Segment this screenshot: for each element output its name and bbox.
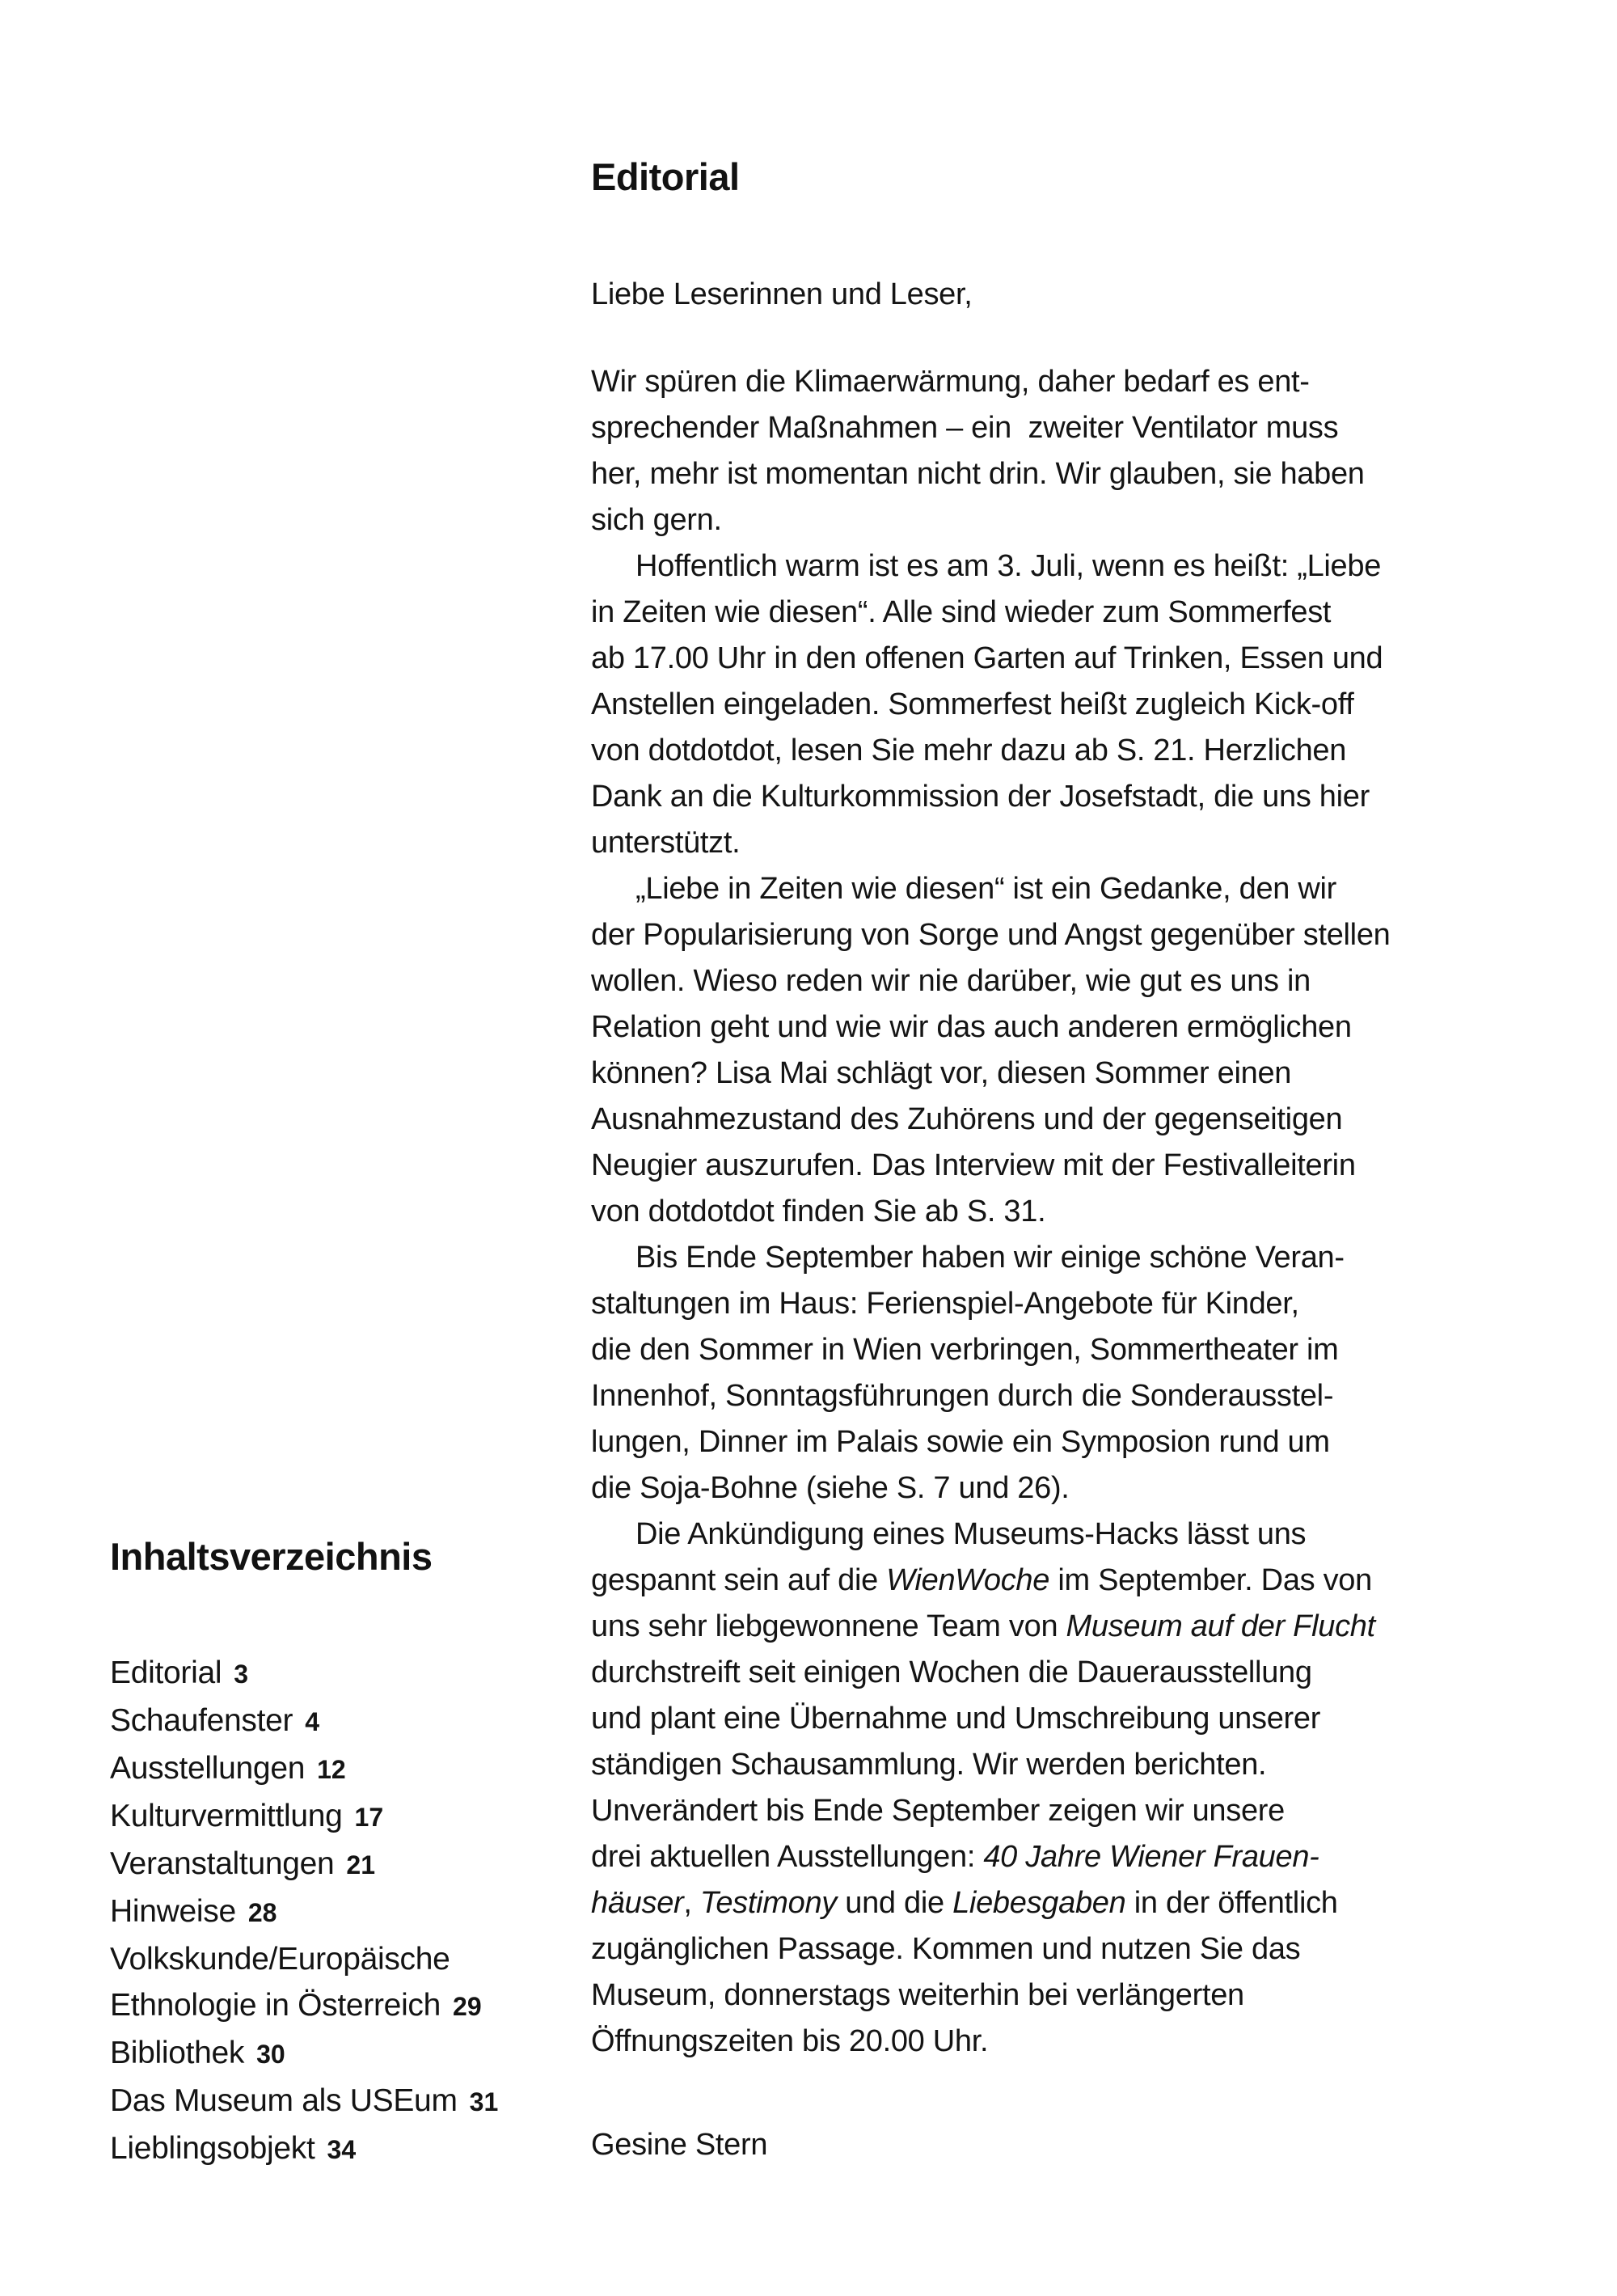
toc-page-number: 17 [354,1803,384,1832]
toc-item-label: Kulturvermittlung 17 [110,1799,384,1833]
body-line: von dotdotdot, lesen Sie mehr dazu ab S. 21. Herzlichen [591,734,1347,767]
body-line: Wir spüren die Klimaerwärmung, daher bedarf es ent- [591,365,1310,399]
paragraph [591,543,1602,866]
body-line: staltungen im Haus: Ferienspiel-Angebote für Kinder, [591,1287,1299,1321]
editorial-heading: Editorial [591,155,740,198]
body-line: Neugier auszurufen. Das Interview mit der Festivalleiterin [591,1148,1356,1182]
toc-item-label: Ethnologie in Österreich 29 [110,1988,482,2023]
body-line: und plant eine Übernahme und Umschreibung unserer [591,1702,1321,1736]
toc-item [110,1698,579,1745]
toc-item-label: Lieblingsobjekt 34 [110,2131,357,2166]
toc-page-number: 29 [453,1992,482,2021]
toc-item-label: Bibliothek 30 [110,2036,285,2070]
toc-item-label: Editorial 3 [110,1655,248,1690]
toc-page-number: 3 [234,1660,248,1689]
paragraph [591,1235,1602,1512]
toc-item [110,2078,579,2125]
body-line: Ausnahmezustand des Zuhörens und der gegenseitigen [591,1102,1343,1136]
toc-list [110,1650,579,2173]
toc-item [110,1650,579,1698]
body-line: die Soja-Bohne (siehe S. 7 und 26). [591,1471,1070,1505]
body-line: uns sehr liebgewonnene Team von Museum auf der Flucht [591,1609,1375,1643]
toc-page-number: 4 [305,1707,320,1736]
toc-item-label: Das Museum als USEum 31 [110,2083,499,2118]
toc-page-number: 12 [317,1755,346,1784]
toc-item [110,2125,579,2173]
body-line: können? Lisa Mai schlägt vor, diesen Sommer einen [591,1056,1292,1090]
body-line: ständigen Schausammlung. Wir werden berichten. [591,1748,1267,1782]
toc-item [110,1936,579,2030]
editorial-article [591,155,1602,2168]
body-line: Bis Ende September haben wir einige schöne Veran- [635,1241,1345,1275]
body-line: her, mehr ist momentan nicht drin. Wir glauben, sie haben [591,457,1365,491]
toc-page-number: 21 [346,1850,375,1880]
paragraph [591,866,1602,1235]
salutation: Liebe Leserinnen und Leser, [591,277,973,311]
toc-item [110,2030,579,2078]
signature: Gesine Stern [591,2128,768,2162]
body-line: Hoffentlich warm ist es am 3. Juli, wenn es heißt: „Liebe [635,549,1382,583]
paragraph [591,1834,1602,2065]
body-line: Anstellen eingeladen. Sommerfest heißt zugleich Kick-off [591,687,1354,721]
toc-page-number: 31 [469,2087,499,2116]
body-line: von dotdotdot finden Sie ab S. 31. [591,1195,1046,1228]
body-line: Relation geht und wie wir das auch anderen ermöglichen [591,1010,1352,1044]
toc-item-label: Schaufenster 4 [110,1703,320,1738]
table-of-contents [110,1535,579,2173]
body-line: Öffnungszeiten bis 20.00 Uhr. [591,2024,989,2058]
toc-item-label: Volkskunde/Europäische [110,1942,450,1977]
toc-item [110,1888,579,1936]
toc-item [110,1841,579,1888]
paragraph [591,359,1602,543]
body-line: die den Sommer in Wien verbringen, Sommertheater im [591,1333,1339,1367]
toc-heading: Inhaltsverzeichnis [110,1535,433,1578]
toc-page-number: 30 [256,2040,285,2069]
body-line: der Popularisierung von Sorge und Angst gegenüber stellen [591,918,1391,952]
body-line: wollen. Wieso reden wir nie darüber, wie gut es uns in [591,964,1311,998]
body-line: in Zeiten wie diesen“. Alle sind wieder zum Sommerfest [591,595,1332,629]
body-line: Die Ankündigung eines Museums-Hacks lässt uns [635,1517,1307,1551]
body-line: Dank an die Kulturkommission der Josefstadt, die uns hier [591,780,1370,814]
body-line: häuser, Testimony und die Liebesgaben in der öffentlich [591,1886,1338,1920]
toc-item-label: Hinweise 28 [110,1894,277,1929]
body-line: zugänglichen Passage. Kommen und nutzen Sie das [591,1932,1301,1966]
body-line: Museum, donnerstags weiterhin bei verlängerten [591,1978,1244,2012]
body-line: drei aktuellen Ausstellungen: 40 Jahre Wiener Frauen- [591,1840,1319,1874]
toc-page-number: 28 [247,1898,277,1927]
toc-item-label: Veranstaltungen 21 [110,1846,375,1881]
body-line: lungen, Dinner im Palais sowie ein Symposion rund um [591,1425,1330,1459]
body-line: Unverändert bis Ende September zeigen wir unsere [591,1794,1285,1828]
toc-item [110,1793,579,1841]
body-line: durchstreift seit einigen Wochen die Dauerausstellung [591,1655,1312,1689]
body-line: Innenhof, Sonntagsführungen durch die Sonderausstel- [591,1379,1334,1413]
paragraph [591,1512,1602,1834]
body-line: unterstützt. [591,826,741,860]
editorial-body [591,359,1602,2065]
body-line: gespannt sein auf die WienWoche im September. Das von [591,1563,1372,1597]
body-line: ab 17.00 Uhr in den offenen Garten auf Trinken, Essen und [591,641,1383,675]
toc-item [110,1745,579,1793]
body-line: sich gern. [591,503,722,537]
body-line: „Liebe in Zeiten wie diesen“ ist ein Gedanke, den wir [635,872,1337,906]
toc-item-label: Ausstellungen 12 [110,1751,346,1786]
toc-page-number: 34 [327,2135,357,2164]
body-line: sprechender Maßnahmen – ein zweiter Ventilator muss [591,411,1339,445]
